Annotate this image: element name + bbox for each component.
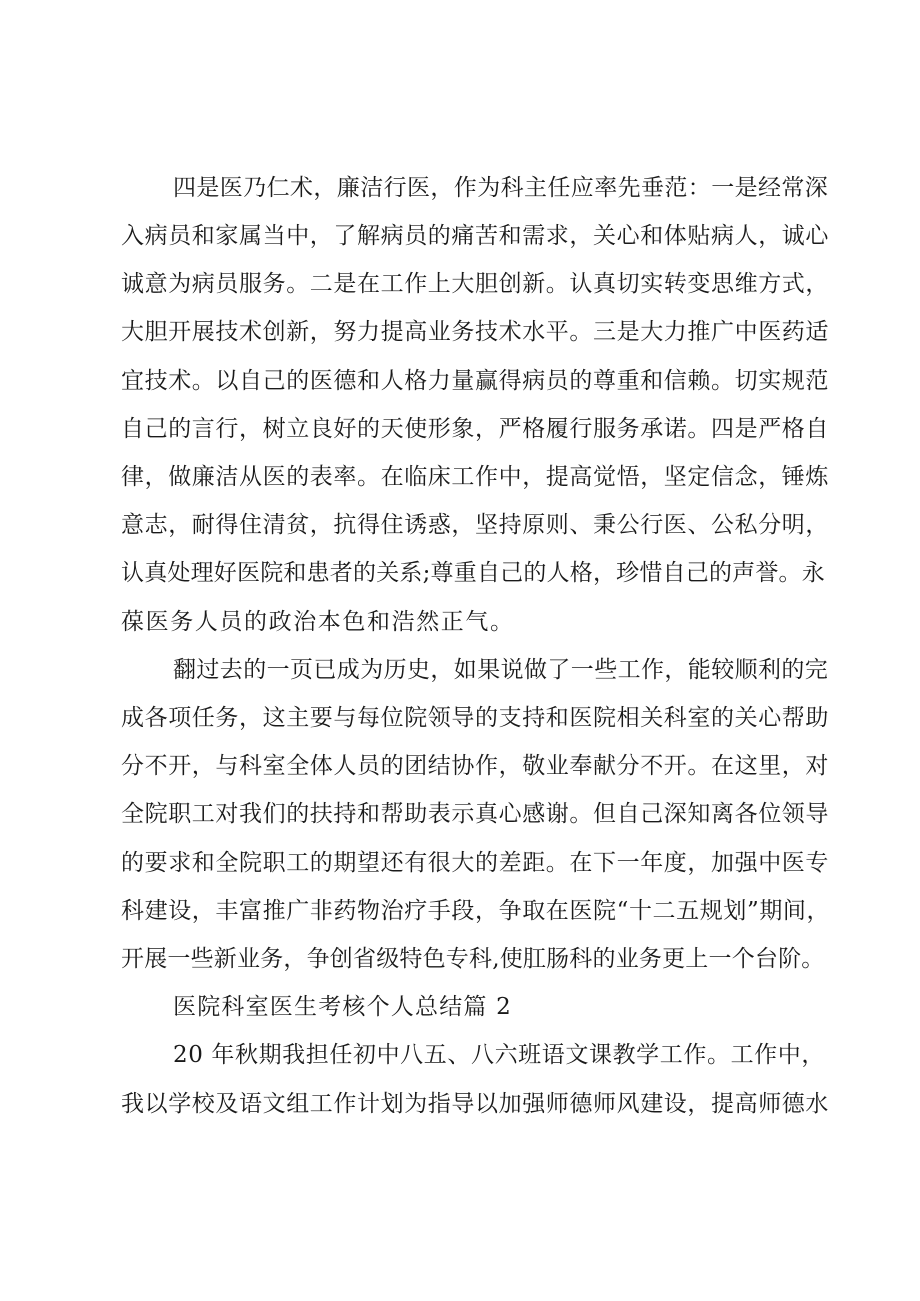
paragraph-line: 全院职工对我们的扶持和帮助表示真心感谢。但自己深知离各位领导	[121, 801, 829, 827]
paragraph-line: 科建设，丰富推广非药物治疗手段，争取在医院“十二五规划”期间，	[121, 898, 831, 924]
paragraph-line: 我以学校及语文组工作计划为指导以加强师德师风建设，提高师德水	[121, 1091, 829, 1117]
paragraph-line: 成各项任务，这主要与每位院领导的支持和医院相关科室的关心帮助	[121, 705, 829, 731]
paragraph-line: 葆医务人员的政治本色和浩然正气。	[121, 609, 515, 635]
paragraph-line: 20 年秋期我担任初中八五、八六班语文课教学工作。工作中，	[173, 1042, 825, 1068]
paragraph-line: 宜技术。以自己的医德和人格力量赢得病员的尊重和信赖。切实规范	[121, 368, 829, 394]
paragraph-line: 诚意为病员服务。二是在工作上大胆创新。认真切实转变思维方式，	[121, 271, 829, 297]
section-heading: 医院科室医生考核个人总结篇 2	[173, 994, 512, 1020]
paragraph-line: 认真处理好医院和患者的关系;尊重自己的人格，珍惜自己的声誉。永	[121, 560, 825, 586]
paragraph-line: 的要求和全院职工的期望还有很大的差距。在下一年度，加强中医专	[121, 850, 829, 876]
paragraph-line: 自己的言行，树立良好的天使形象，严格履行服务承诺。四是严格自	[121, 416, 829, 442]
paragraph-line: 分不开，与科室全体人员的团结协作，敬业奉献分不开。在这里，对	[121, 753, 829, 779]
paragraph-line: 入病员和家属当中，了解病员的痛苦和需求，关心和体贴病人，诚心	[121, 223, 829, 249]
paragraph-line: 律，做廉洁从医的表率。在临床工作中，提高觉悟，坚定信念，锤炼	[121, 464, 829, 490]
paragraph-line: 四是医乃仁术，廉洁行医，作为科主任应率先垂范：一是经常深	[173, 175, 829, 201]
paragraph-line: 意志，耐得住清贫，抗得住诱惑，坚持原则、秉公行医、公私分明，	[121, 512, 829, 538]
paragraph-line: 开展一些新业务，争创省级特色专科,使肛肠科的业务更上一个台阶。	[121, 946, 825, 972]
paragraph-line: 翻过去的一页已成为历史，如果说做了一些工作，能较顺利的完	[173, 657, 829, 683]
paragraph-line: 大胆开展技术创新，努力提高业务技术水平。三是大力推广中医药适	[121, 319, 829, 345]
